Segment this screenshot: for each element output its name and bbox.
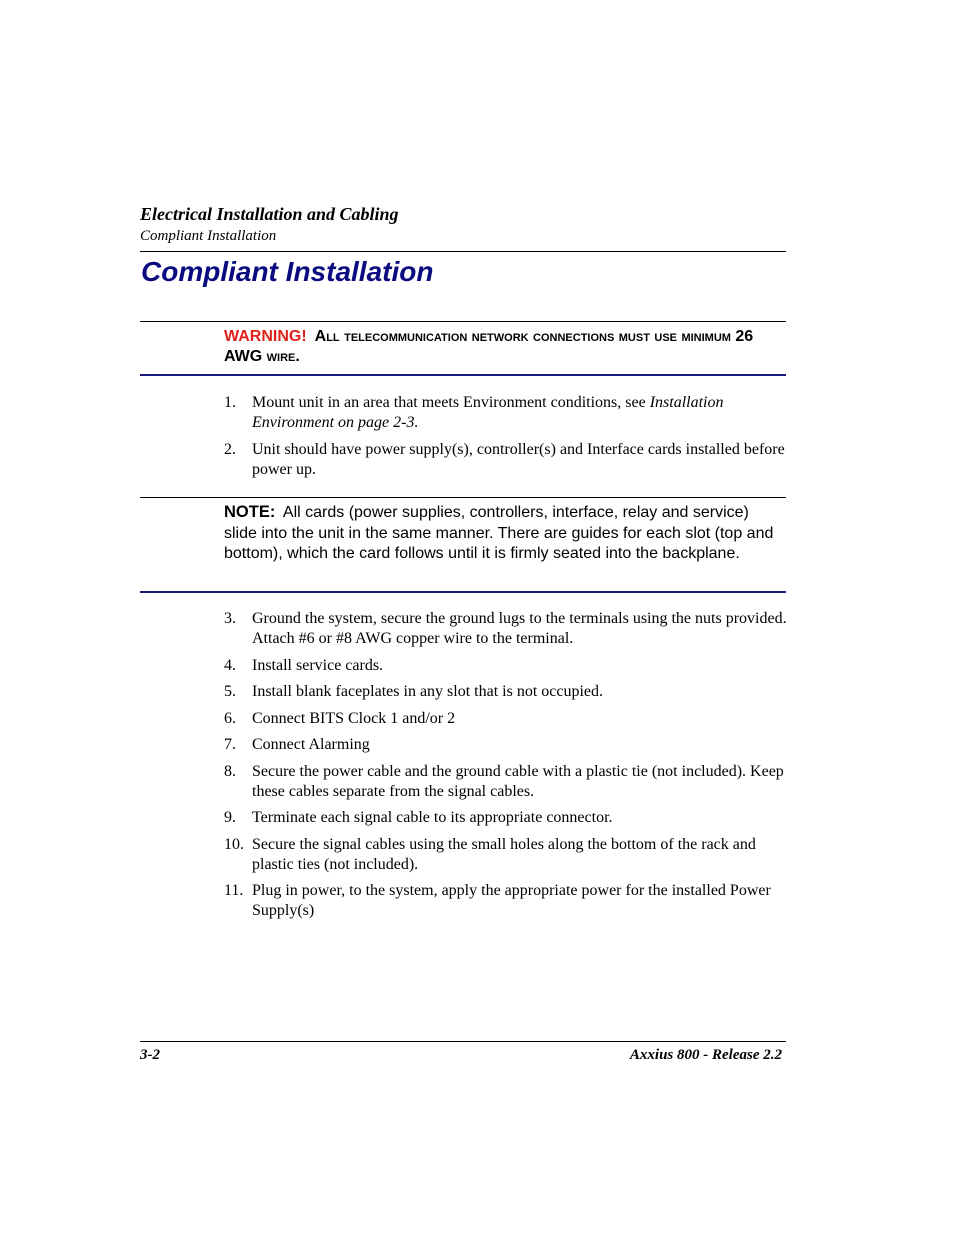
warning-label: WARNING!: [224, 328, 307, 345]
warning-text: All telecommunication network connections must use minimum 26 AWG wire.: [224, 328, 754, 365]
warning-top-rule: [140, 321, 786, 322]
step-text: Mount unit in an area that meets Environment conditions, see: [252, 394, 650, 411]
step-text: Connect BITS Clock 1 and/or 2: [252, 709, 456, 727]
warning-box: [224, 327, 789, 367]
list-item: [224, 656, 789, 676]
header-rule: [140, 251, 786, 252]
warning-bottom-rule: [140, 374, 786, 376]
note-box: [224, 502, 786, 565]
list-item: [224, 709, 789, 729]
step-text: Connect Alarming: [252, 736, 370, 753]
list-item: [224, 735, 789, 755]
steps-list-2: [224, 609, 789, 928]
step-text: Secure the signal cables using the small holes along the bottom of the rack and plastic ties (not included).: [252, 835, 756, 873]
step-text: Terminate each signal cable to its appropriate connector.: [252, 809, 613, 826]
step-number: 2.: [224, 440, 236, 458]
note-text: All cards (power supplies, controllers, interface, relay and service) slide into the unit in the same manner. There are guides for each slot (top and bottom), which the card follows until it is firmly seated into the backplane.: [224, 504, 774, 562]
steps-list-1: [224, 393, 789, 486]
running-header-chapter: Electrical Installation and Cabling: [140, 204, 399, 224]
list-item: [224, 682, 789, 702]
list-item: [224, 762, 789, 802]
step-text: Unit should have power supply(s), controller(s) and Interface cards installed before power up.: [252, 440, 785, 478]
step-number: 6.: [224, 709, 236, 727]
step-number: 5.: [224, 683, 236, 700]
step-text: Install service cards.: [252, 656, 384, 674]
step-reference: Installation Environment on page 2-3.: [252, 394, 724, 431]
list-item: [224, 609, 789, 649]
product-release: Axxius 800 - Release 2.2: [629, 1047, 782, 1063]
step-number: 1.: [224, 394, 236, 411]
step-text: Plug in power, to the system, apply the appropriate power for the installed Power Supply(s): [252, 882, 771, 919]
step-text: Install blank faceplates in any slot that is not occupied.: [252, 683, 604, 700]
note-top-rule: [140, 497, 786, 498]
footer-rule: [140, 1041, 786, 1042]
step-text: Ground the system, secure the ground lugs to the terminals using the nuts provided. Attach #6 or #8 AWG copper wire to the terminal.: [252, 610, 787, 647]
step-text: Secure the power cable and the ground cable with a plastic tie (not included). Keep these cables separate from the signal cables.: [252, 762, 784, 800]
step-number: 3.: [224, 610, 236, 627]
note-bottom-rule: [140, 591, 786, 593]
page-title: Compliant Installation: [141, 256, 434, 287]
step-number: 11.: [224, 882, 244, 899]
list-item: [224, 808, 789, 828]
list-item: [224, 835, 789, 875]
running-header-section: Compliant Installation: [140, 228, 277, 244]
step-number: 10.: [224, 835, 244, 853]
step-number: 4.: [224, 656, 236, 674]
list-item: [224, 440, 789, 480]
list-item: [224, 393, 789, 433]
note-label: NOTE:: [224, 503, 276, 521]
step-number: 7.: [224, 736, 236, 753]
step-number: 9.: [224, 809, 236, 826]
step-number: 8.: [224, 762, 236, 780]
page-number: 3-2: [140, 1047, 160, 1063]
list-item: [224, 881, 789, 921]
